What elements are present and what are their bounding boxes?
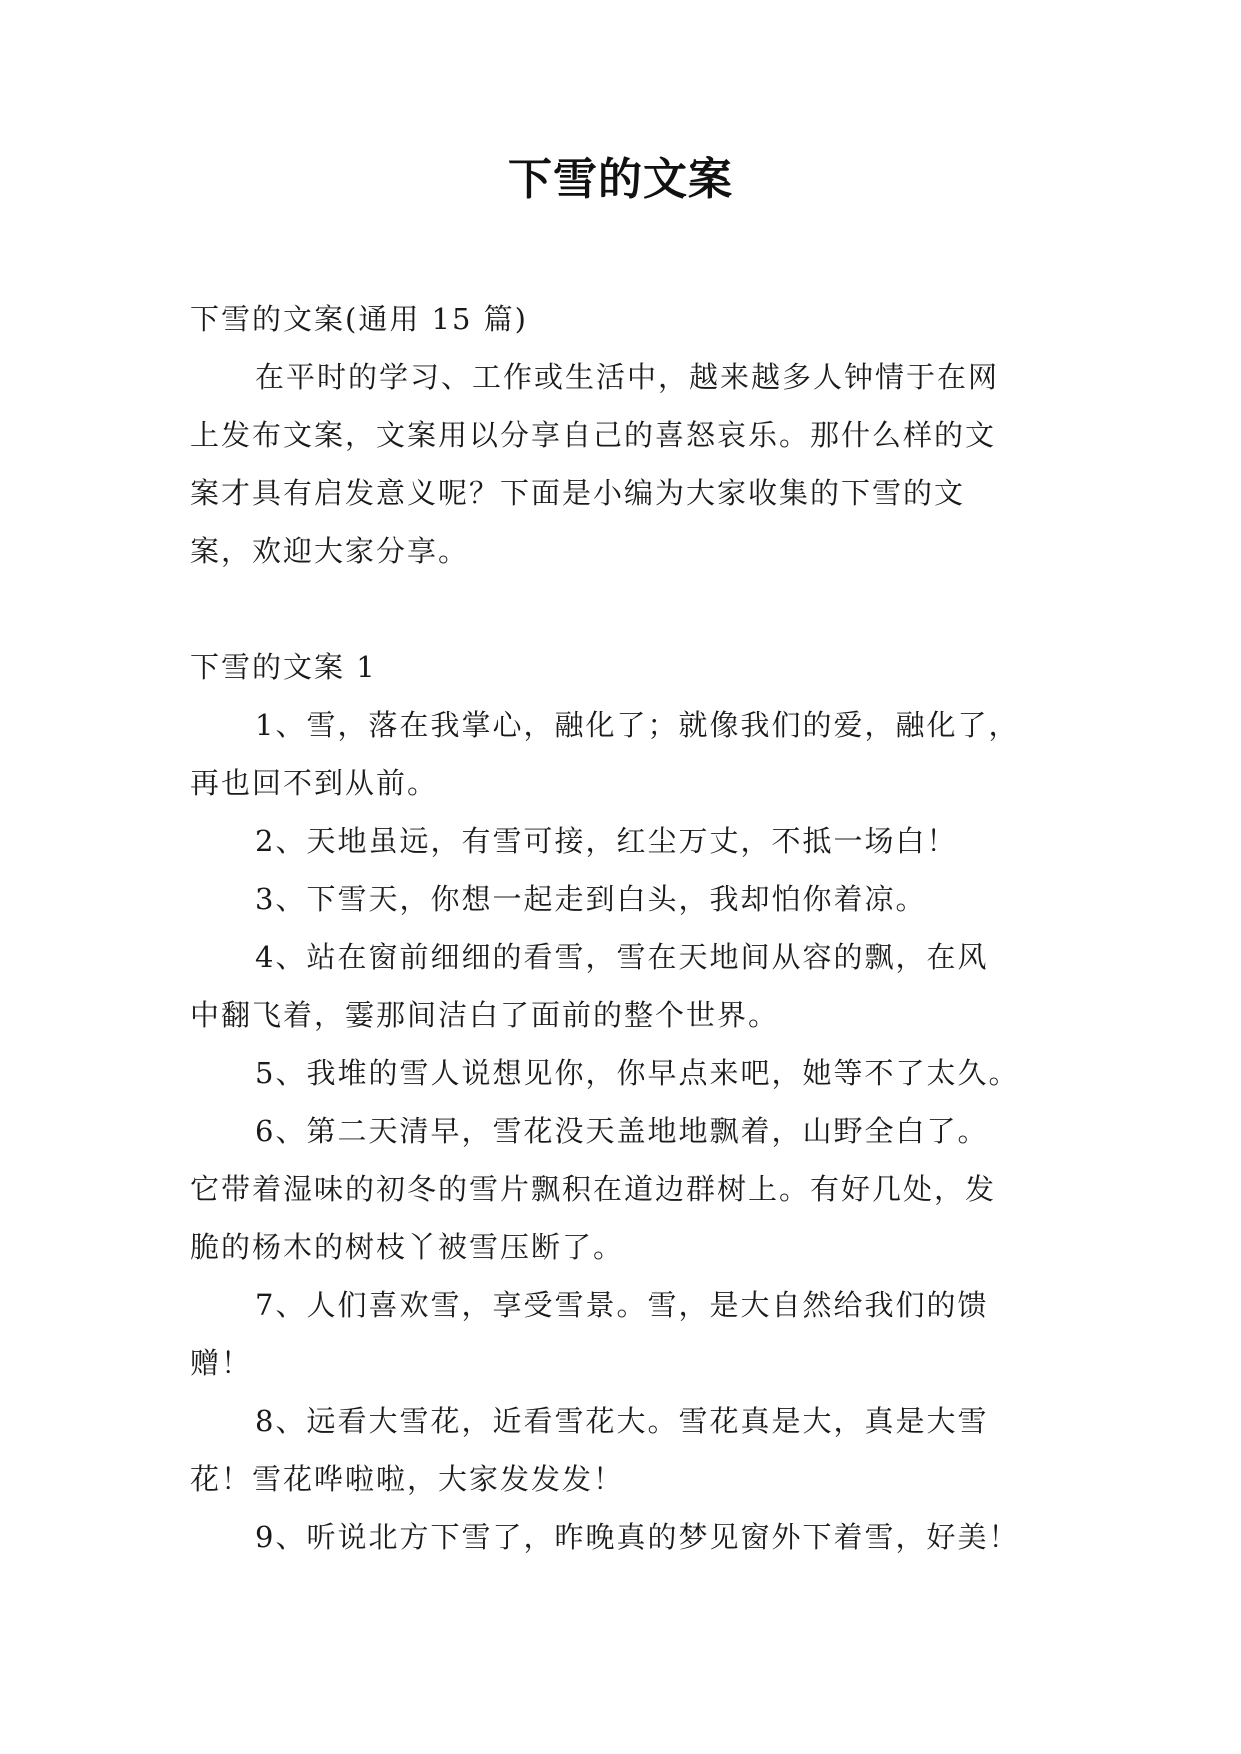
item-line: 赠！	[190, 1346, 253, 1380]
intro-line: 在平时的学习、工作或生活中，越来越多人钟情于在网	[255, 360, 1000, 394]
item-8	[190, 1392, 1070, 1508]
item-3	[190, 870, 1070, 928]
item-line: 花！雪花哗啦啦，大家发发发！	[190, 1462, 625, 1496]
item-line: 6、第二天清早，雪花没天盖地地飘着，山野全白了。	[255, 1114, 989, 1148]
item-6	[190, 1102, 1070, 1276]
item-5	[190, 1044, 1070, 1102]
item-line: 5、我堆的雪人说想见你，你早点来吧，她等不了太久。	[255, 1056, 1020, 1090]
item-line: 脆的杨木的树枝丫被雪压断了。	[190, 1230, 625, 1264]
item-line: 9、听说北方下雪了，昨晚真的梦见窗外下着雪，好美！	[255, 1520, 1020, 1554]
item-line: 中翻飞着，霎那间洁白了面前的整个世界。	[190, 998, 780, 1032]
document-subtitle: 下雪的文案(通用 15 篇)	[190, 302, 528, 336]
item-9	[190, 1508, 1070, 1566]
item-line: 1、雪，落在我掌心，融化了；就像我们的爱，融化了，	[255, 708, 1020, 742]
item-2	[190, 812, 1070, 870]
section-heading: 下雪的文案 1	[190, 650, 377, 684]
document-title: 下雪的文案	[508, 154, 733, 205]
intro-line: 上发布文案，文案用以分享自己的喜怒哀乐。那什么样的文	[190, 418, 997, 452]
intro-paragraph	[190, 348, 1070, 580]
item-line: 8、远看大雪花，近看雪花大。雪花真是大，真是大雪	[255, 1404, 989, 1438]
item-line: 2、天地虽远，有雪可接，红尘万丈，不抵一场白！	[255, 824, 958, 858]
item-4	[190, 928, 1070, 1044]
intro-line: 案才具有启发意义呢？下面是小编为大家收集的下雪的文	[190, 476, 966, 510]
item-7	[190, 1276, 1070, 1392]
item-line: 它带着湿味的初冬的雪片飘积在道边群树上。有好几处，发	[190, 1172, 997, 1206]
item-line: 7、人们喜欢雪，享受雪景。雪，是大自然给我们的馈	[255, 1288, 989, 1322]
item-line: 3、下雪天，你想一起走到白头，我却怕你着凉。	[255, 882, 927, 916]
document-body	[190, 290, 1070, 1566]
item-line: 再也回不到从前。	[190, 766, 439, 800]
blank-line	[190, 580, 1070, 638]
item-line: 4、站在窗前细细的看雪，雪在天地间从容的飘，在风	[255, 940, 989, 974]
item-1	[190, 696, 1070, 812]
intro-line: 案，欢迎大家分享。	[190, 534, 470, 568]
